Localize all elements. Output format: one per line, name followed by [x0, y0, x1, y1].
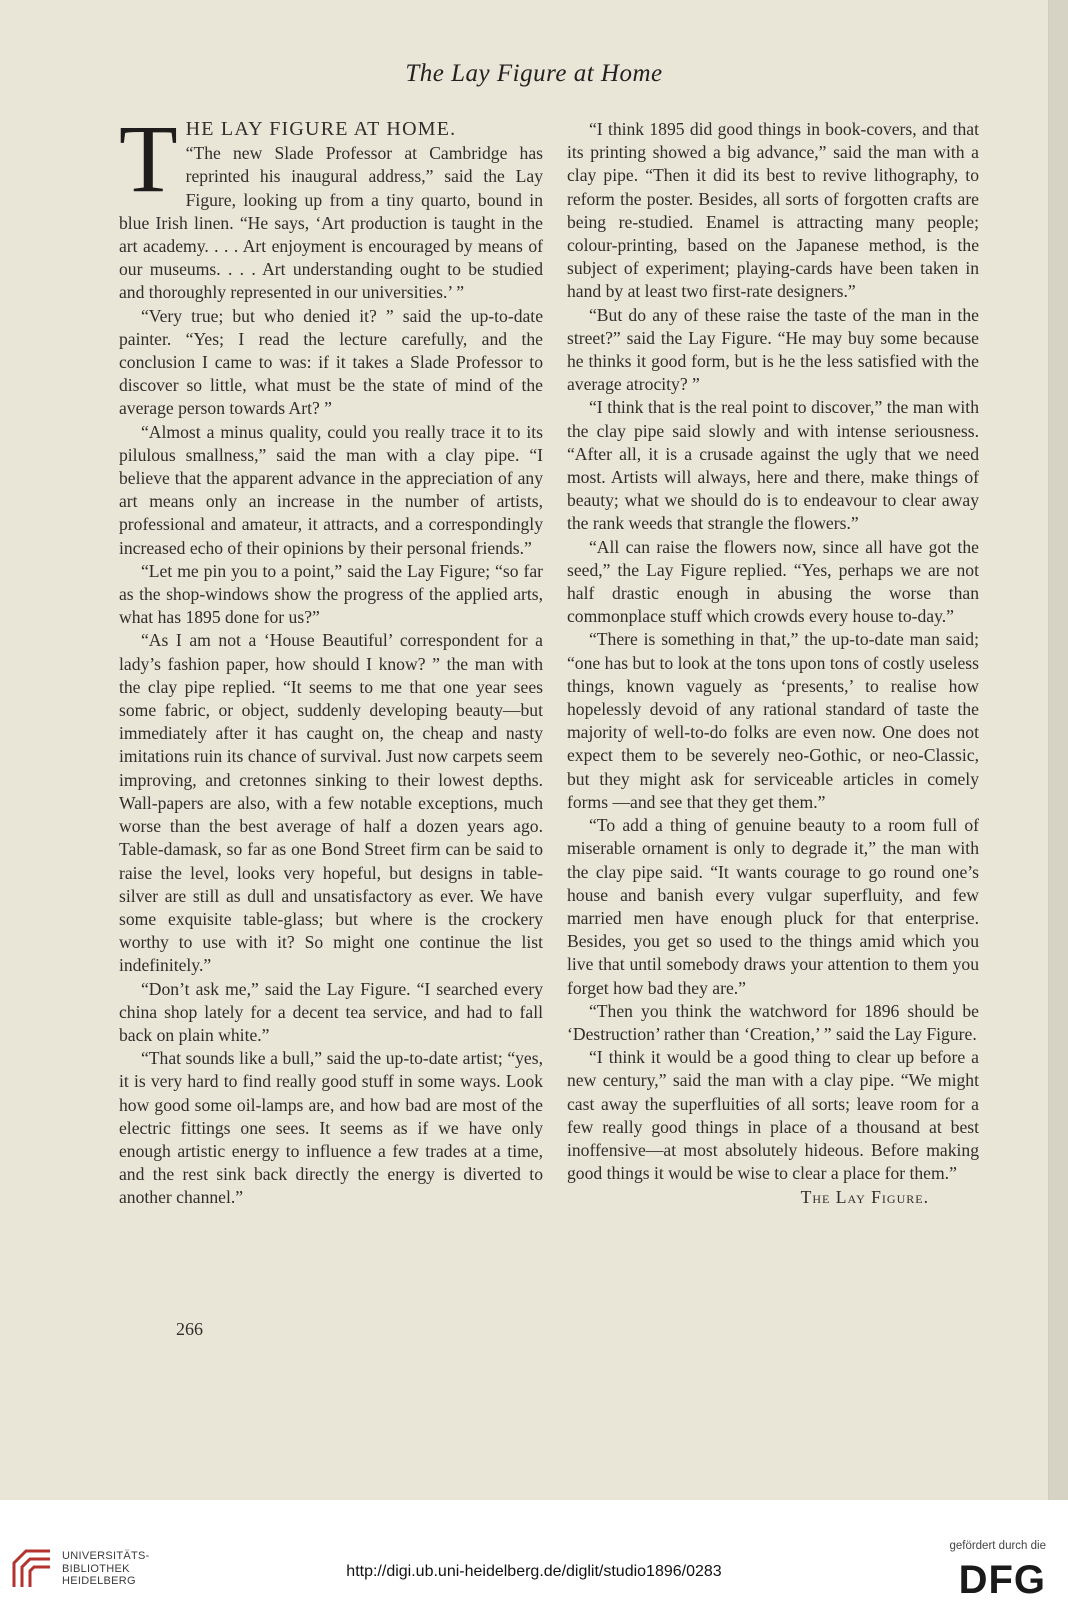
- paragraph: “To add a thing of genuine beauty to a room full of miserable ornament is only to degrade it,” the man with the clay pipe said. “It wants courage to go round one’s house and banish every vulgar superfluity, and few married men have enough pluck for that enterprise. Besides, you get so used to the things amid which you live that until somebody draws your attention to them you forget how bad they are.”: [567, 815, 979, 998]
- paragraph: “As I am not a ‘House Beautiful’ correspondent for a lady’s fashion paper, how should I know? ” the man with the clay pipe replied. “It seems to me that one year sees some fabric, or object, suddenly developing beauty—but immediately after it has caught on, the cheap and nasty imitations ruin its chance of survival. Just now carpets seem improving, and cretonnes sinking to their lowest depths. Wall-papers are also, with a few notable exceptions, much worse than the best average of half a dozen years ago. Table-damask, so far as one Bond Street firm can be said to raise the level, looks very hopeful, but designs in table-silver are still as dull and unsatisfactory as ever. We have some exquisite table-glass; but where is the crockery worthy to use with it? So might one continue the list indefinitely.”: [119, 630, 543, 976]
- library-name-line: BIBLIOTHEK: [62, 1562, 130, 1575]
- paragraph: “Very true; but who denied it? ” said the up-to-date painter. “Yes; I read the lecture carefully, and the conclusion I came to was: if it takes a Slade Professor to discover so little, what must be the state of mind of the average person towards Art? ”: [119, 305, 543, 419]
- paragraph-text: “The new Slade Professor at Cambridge has reprinted his inaugural address,” said the Lay Figure, looking up from a tiny quarto, bound in blue Irish linen. “He says, ‘Art production is taught in the art academy. . . . Art enjoyment is encouraged by means of our museums. . . . Art understanding ought to be studied and thoroughly represented in our universities.’ ”: [119, 143, 543, 303]
- paragraph: “Let me pin you to a point,” said the Lay Figure; “so far as the shop-windows show the progress of the applied arts, what has 1895 done for us?”: [119, 560, 543, 628]
- page-number: 266: [176, 1319, 203, 1339]
- page-edge: [1048, 0, 1068, 1500]
- right-column: [567, 118, 979, 1210]
- opening-paragraph: [119, 105, 543, 305]
- funded-by-label: gefördert durch die: [949, 1540, 1046, 1552]
- paragraph: “All can raise the flowers now, since all have got the seed,” the Lay Figure replied. “Yes, perhaps we are not half drastic enough in abusing the worse than commonplace stuff which crowds every house to-day.”: [567, 536, 979, 627]
- library-name-line: HEIDELBERG: [62, 1575, 136, 1587]
- paragraph: “I think it would be a good thing to clear up before a new century,” said the man with a clay pipe. “We might cast away the superfluities of all sorts; leave room for a few really good things in place of a thousand at best inoffensive—at most absolutely hideous. Before making good things it would be wise to clear a place for them.”: [567, 1047, 979, 1184]
- library-name-line: UNIVERSITÄTS-: [62, 1550, 150, 1562]
- article-heading: HE LAY FIGURE AT HOME.: [185, 118, 457, 140]
- author-signature: The Lay Figure.: [800, 1187, 929, 1208]
- running-title: The Lay Figure at Home: [405, 60, 663, 87]
- paragraph: “I think that is the real point to discover,” the man with the clay pipe said slowly and with intense seriousness. “After all, it is a crusade against the ugly that we need most. Artists will always, here and there, make things of beauty; what we should do is to endeavour to clear away the rank weeds that strangle the flowers.”: [567, 397, 979, 534]
- source-url-link[interactable]: http://digi.ub.uni-heidelberg.de/diglit/studio1896/0283: [346, 1563, 722, 1580]
- paragraph: “I think 1895 did good things in book-covers, and that its printing showed a big advance,” said the man with a clay pipe. “Then it did its best to revive lithography, to reform the poster. Besides, all sorts of forgotten crafts are being re-studied. Enamel is attracting many people; colour-printing, based on the Japanese method, is the subject of experiment; playing-cards have been taken in hand by at least two first-rate designers.”: [567, 119, 979, 302]
- viewer-footer: [0, 1500, 1068, 1615]
- left-column: [119, 105, 543, 1210]
- paragraph: “Then you think the watchword for 1896 should be ‘Destruction’ rather than ‘Creation,’ ” said the Lay Figure.: [567, 1000, 979, 1044]
- paragraph: “Almost a minus quality, could you really trace it to its pilulous smallness,” said the man with a clay pipe. “I believe that the apparent advance in the appreciation of any art means only an increase in the number of artists, professional and amateur, it attracts, and a correspondingly increased echo of their opinions by their personal friends.”: [119, 421, 543, 558]
- drop-cap: T: [119, 105, 178, 212]
- paragraph: “But do any of these raise the taste of the man in the street?” said the Lay Figure. “He may buy some because he thinks it good form, but is he the less satisfied with the average atrocity? ”: [567, 304, 979, 395]
- dfg-logo: DFG: [958, 1558, 1046, 1602]
- paragraph: “There is something in that,” the up-to-date man said; “one has but to look at the tons upon tons of costly useless things, known vaguely as ‘presents,’ to realise how hopelessly devoid of any rational standard of taste the majority of well-to-do folks are even now. One does not expect them to be severely neo-Gothic, or neo-Classic, but they might ask for serviceable articles in comely forms —and see that they get them.”: [567, 629, 979, 812]
- paragraph: “That sounds like a bull,” said the up-to-date artist; “yes, it is very hard to find really good stuff in some ways. Look how good some oil-lamps are, and how bad are most of the electric fittings one sees. It seems as if we have only enough artistic energy to influence a few trades at a time, and the rest sink back directly the energy is diverted to another channel.”: [119, 1048, 543, 1208]
- paragraph: “Don’t ask me,” said the Lay Figure. “I searched every china shop lately for a decent tea service, and had to fall back on plain white.”: [119, 978, 543, 1045]
